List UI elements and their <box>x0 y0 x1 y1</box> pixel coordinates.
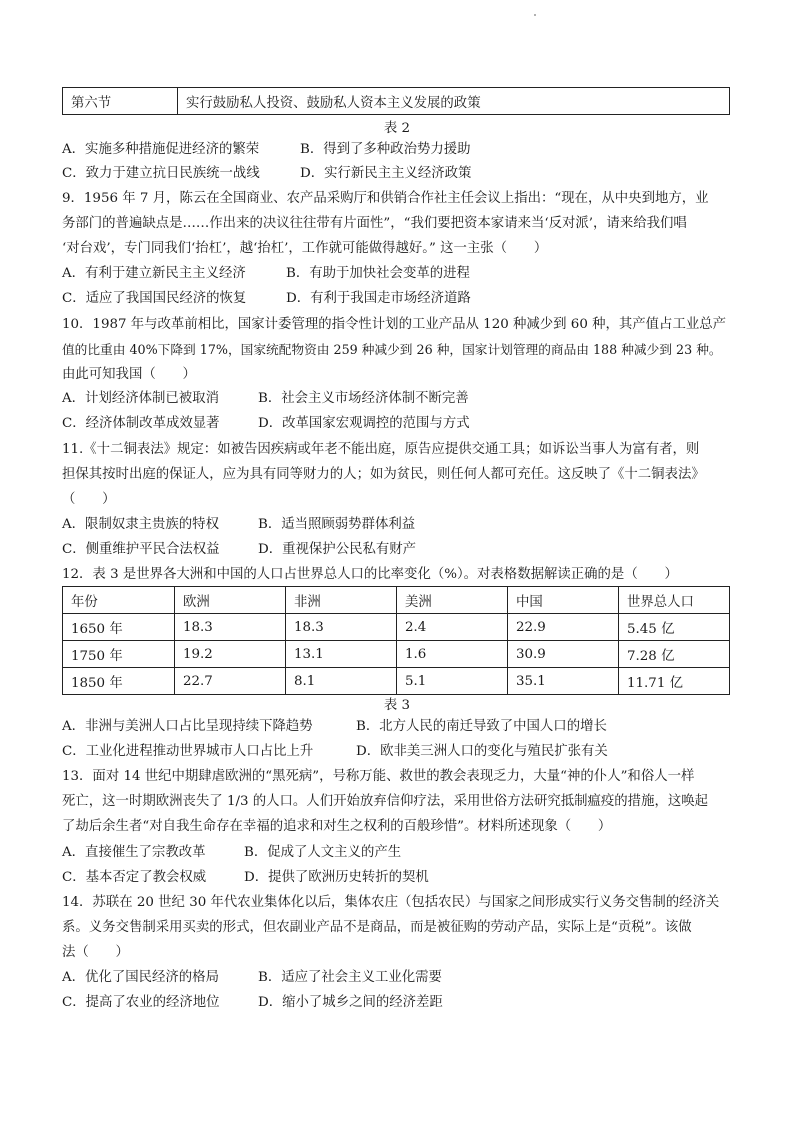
q14-stem-line-3: 法（ ） <box>62 945 129 960</box>
table-cell: 1850 年 <box>63 668 175 695</box>
q11-stem-line-2: 担保其按时出庭的保证人，应为具有同等财力的人；如为贫民，则任何人都可充任。这反映了《十二铜表法》 <box>62 467 705 482</box>
q8-option-a: A．实施多种措施促进经济的繁荣 <box>62 142 260 157</box>
table-header-cell: 美洲 <box>397 587 508 614</box>
q13-option-a: A．直接催生了宗教改革 <box>62 845 206 860</box>
table-cell: 1750 年 <box>63 641 175 668</box>
q11-option-b: B．适当照顾弱势群体利益 <box>258 517 416 532</box>
q14-option-b: B．适应了社会主义工业化需要 <box>258 970 442 985</box>
q12-stem-line-1: 12．表 3 是世界各大洲和中国的人口占世界总人口的比率变化（%）。对表格数据解读正确的是（ ） <box>62 567 678 582</box>
q8-option-d: D．实行新民主主义经济政策 <box>300 166 472 181</box>
table-cell: 实行鼓励私人投资、鼓励私人资本主义发展的政策 <box>178 88 730 115</box>
table-cell: 8.1 <box>286 668 397 695</box>
q9-stem-line-3: ‘对台戏’，专门同我们‘抬杠’，越‘抬杠’，工作就可能做得越好。” 这一主张（ ） <box>62 241 548 256</box>
q13-stem-line-3: 了劫后余生者“对自我生命存在幸福的追求和对生之权利的百般珍惜”。材料所述现象（ ） <box>62 819 612 834</box>
table-header-row <box>63 587 730 614</box>
table-cell: 第六节 <box>63 88 178 115</box>
q10-option-c: C．经济体制改革成效显著 <box>62 416 220 431</box>
table-cell: 1650 年 <box>63 614 175 641</box>
table-cell: 35.1 <box>508 668 619 695</box>
q13-option-b: B．促成了人文主义的产生 <box>244 845 402 860</box>
q14-option-d: D．缩小了城乡之间的经济差距 <box>258 995 443 1010</box>
q9-option-a: A．有利于建立新民主主义经济 <box>62 266 246 281</box>
q13-stem-line-2: 死亡，这一时期欧洲丧失了 1/3 的人口。人们开始放弃信仰疗法，采用世俗方法研究抵制瘟疫的措施，这唤起 <box>62 794 709 809</box>
table-3-caption: 表 3 <box>383 698 411 713</box>
q14-option-a: A．优化了国民经济的格局 <box>62 970 219 985</box>
q9-stem-line-1: 9．1956 年 7 月，陈云在全国商业、农产品采购厅和供销合作社主任会议上指出：“现在，从中央到地方，业 <box>62 191 709 206</box>
q9-option-c: C．适应了我国国民经济的恢复 <box>62 291 247 306</box>
table-header-cell: 年份 <box>63 587 175 614</box>
q9-option-d: D．有利于我国走市场经济道路 <box>286 291 471 306</box>
q10-stem-line-3: 由此可知我国（ ） <box>62 367 196 382</box>
q8-option-b: B．得到了多种政治势力援助 <box>300 142 471 157</box>
table-cell: 22.9 <box>508 614 619 641</box>
table-cell: 18.3 <box>175 614 286 641</box>
table-cell: 22.7 <box>175 668 286 695</box>
table-row <box>63 614 730 641</box>
table-header-cell: 世界总人口 <box>619 587 730 614</box>
q13-stem-line-1: 13．面对 14 世纪中期肆虐欧洲的“黑死病”，号称万能、救世的教会表现乏力，大量“神的仆人”和俗人一样 <box>62 769 695 784</box>
table-cell: 11.71 亿 <box>619 668 730 695</box>
table-3 <box>62 586 730 695</box>
table-row <box>63 668 730 695</box>
table-row <box>63 641 730 668</box>
q8-option-c: C．致力于建立抗日民族统一战线 <box>62 166 260 181</box>
table-cell: 1.6 <box>397 641 508 668</box>
table-header-cell: 欧洲 <box>175 587 286 614</box>
q13-option-d: D．提供了欧洲历史转折的契机 <box>244 870 429 885</box>
q9-stem-line-2: 务部门的普遍缺点是……作出来的决议往往带有片面性”，“我们要把资本家请来当‘反对派’，请来给我们唱 <box>62 216 687 231</box>
table-2 <box>62 87 730 115</box>
table-header-cell: 中国 <box>508 587 619 614</box>
table-cell: 30.9 <box>508 641 619 668</box>
q9-option-b: B．有助于加快社会变革的进程 <box>286 266 470 281</box>
q10-stem-line-1: 10．1987 年与改革前相比，国家计委管理的指令性计划的工业产品从 120 种减少到 60 种，其产值占工业总产 <box>62 317 727 332</box>
q14-option-c: C．提高了农业的经济地位 <box>62 995 220 1010</box>
q14-stem-line-1: 14．苏联在 20 世纪 30 年代农业集体化以后，集体农庄（包括农民）与国家之间形成实行义务交售制的经济关 <box>62 895 720 910</box>
q10-option-b: B．社会主义市场经济体制不断完善 <box>258 391 469 406</box>
q12-option-b: B．北方人民的南迁导致了中国人口的增长 <box>356 719 607 734</box>
q11-stem-line-1: 11.《十二铜表法》规定：如被告因疾病或年老不能出庭，原告应提供交通工具；如诉讼当事人为富有者，则 <box>62 442 700 457</box>
q10-option-d: D．改革国家宏观调控的范围与方式 <box>258 416 470 431</box>
q11-option-c: C．侧重维护平民合法权益 <box>62 542 220 557</box>
table-2-caption: 表 2 <box>383 121 411 136</box>
table-cell: 19.2 <box>175 641 286 668</box>
q12-option-a: A．非洲与美洲人口占比呈现持续下降趋势 <box>62 719 313 734</box>
table-cell: 18.3 <box>286 614 397 641</box>
q11-option-d: D．重视保护公民私有财产 <box>258 542 417 557</box>
q12-option-c: C．工业化进程推动世界城市人口占比上升 <box>62 744 314 759</box>
q10-stem-line-2: 值的比重由 40%下降到 17%，国家统配物资由 259 种减少到 26 种，国家计划管理的商品由 188 种减少到 23 种。 <box>62 342 722 357</box>
q11-option-a: A．限制奴隶主贵族的特权 <box>62 517 219 532</box>
table-row <box>63 88 730 115</box>
q14-stem-line-2: 系。义务交售制采用买卖的形式，但农副业产品不是商品，而是被征购的劳动产品，实际上是“贡税”。该做 <box>62 920 692 935</box>
table-cell: 7.28 亿 <box>619 641 730 668</box>
q13-option-c: C．基本否定了教会权威 <box>62 870 207 885</box>
table-header-cell: 非洲 <box>286 587 397 614</box>
q12-option-d: D．欧非美三洲人口的变化与殖民扩张有关 <box>356 744 608 759</box>
q11-stem-line-3: （ ） <box>62 492 116 507</box>
scan-dot <box>534 14 536 16</box>
table-cell: 5.45 亿 <box>619 614 730 641</box>
q10-option-a: A．计划经济体制已被取消 <box>62 391 219 406</box>
table-cell: 13.1 <box>286 641 397 668</box>
table-cell: 2.4 <box>397 614 508 641</box>
table-cell: 5.1 <box>397 668 508 695</box>
